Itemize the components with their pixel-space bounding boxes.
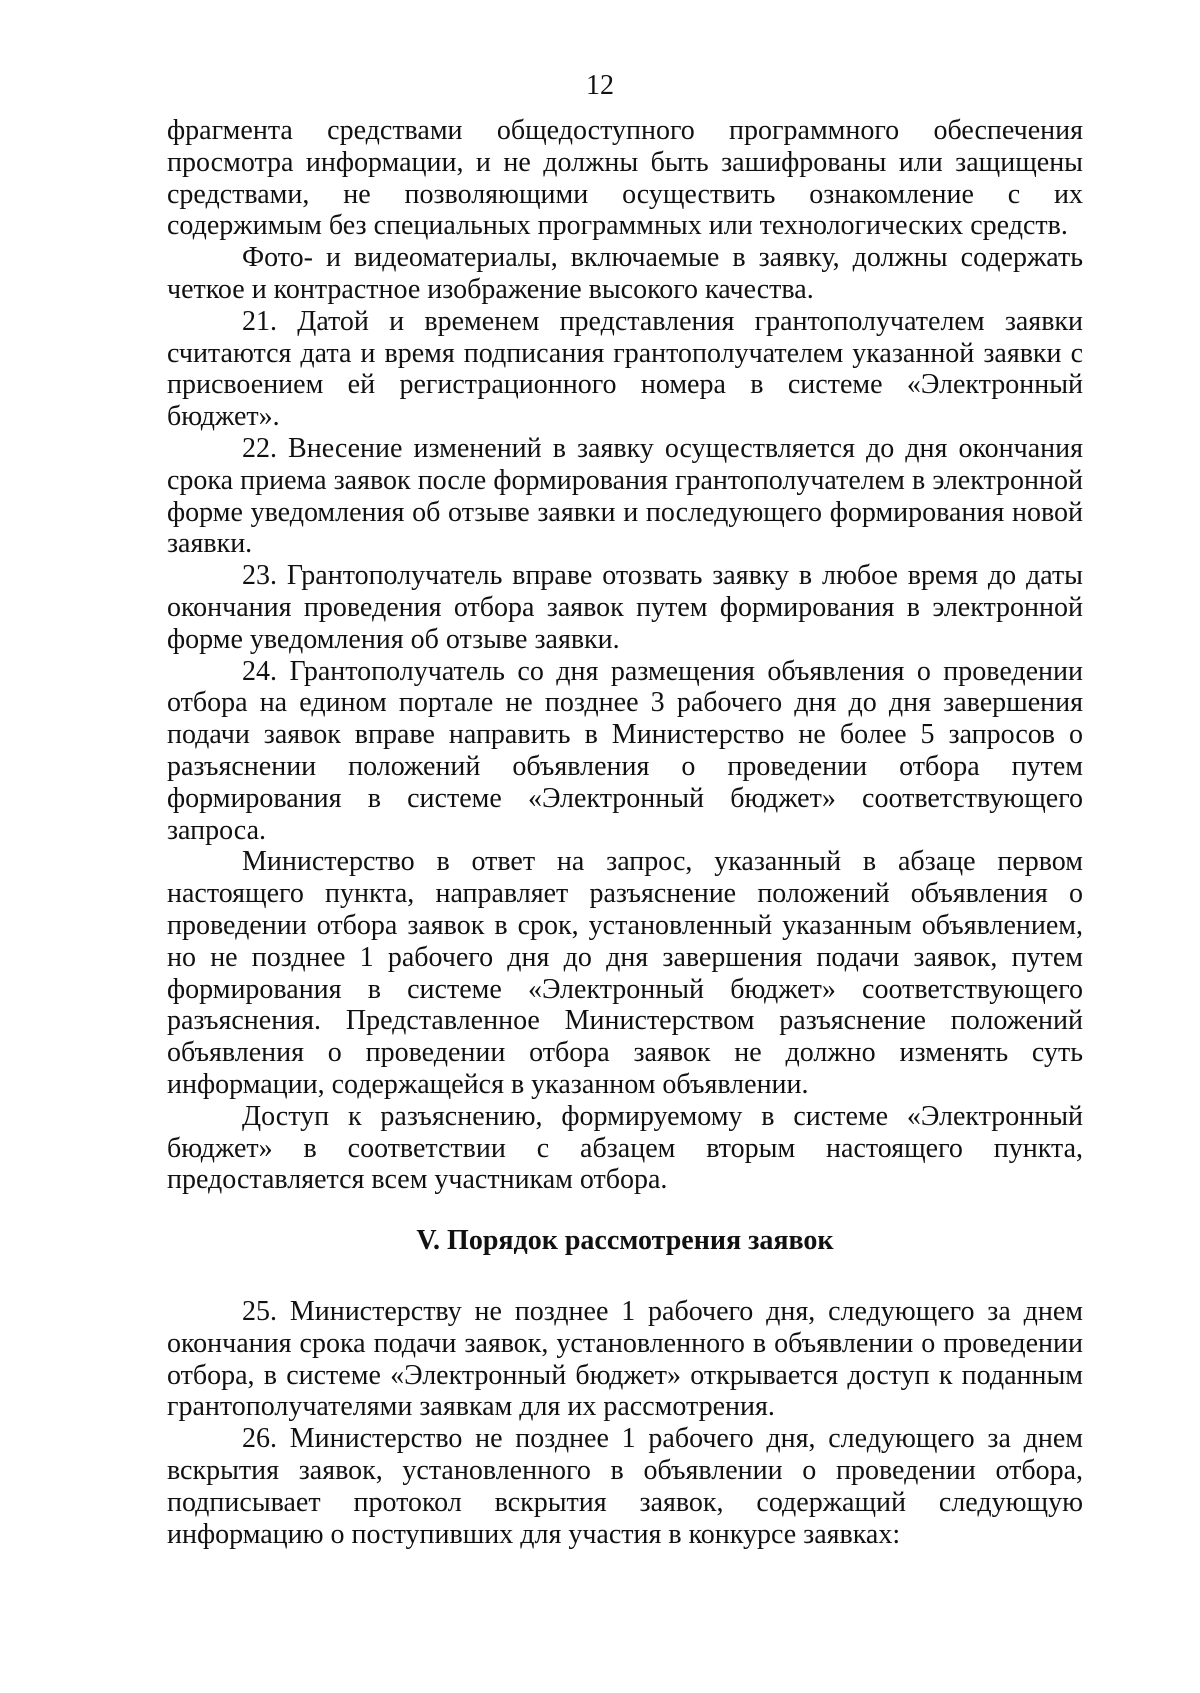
paragraph: 26. Министерство не позднее 1 рабочего дня, следующего за днем вскрытия заявок, установленного в объявлении о проведении отбора, подписывает протокол вскрытия заявок, содержащий следующую информацию о поступивших для участия в конкурсе заявках: [167,1423,1083,1550]
paragraphs-after-section [167,1296,1083,1550]
paragraph: 22. Внесение изменений в заявку осуществляется до дня окончания срока приема заявок после формирования грантополучателем в электронной форме уведомления об отзыве заявки и последующего формирования новой заявки. [167,432,1083,560]
paragraph: 25. Министерству не позднее 1 рабочего дня, следующего за днем окончания срока подачи заявок, установленного в объявлении о проведении отбора, в системе «Электронный бюджет» открывается доступ к поданным грантополучателями заявкам для их рассмотрения. [167,1296,1083,1423]
section-heading: V. Порядок рассмотрения заявок [416,1225,834,1257]
paragraph: 23. Грантополучатель вправе отозвать заявку в любое время до даты окончания проведения отбора заявок путем формирования в электронной форме уведомления об отзыве заявки. [167,560,1083,655]
paragraph: Фото- и видеоматериалы, включаемые в заявку, должны содержать четкое и контрастное изображение высокого качества. [167,242,1083,305]
page-number: 12 [586,70,614,101]
paragraph: Доступ к разъяснению, формируемому в системе «Электронный бюджет» в соответствии с абзацем вторым настоящего пункта, предоставляется всем участникам отбора. [167,1100,1083,1196]
paragraph: фрагмента средствами общедоступного программного обеспечения просмотра информации, и не должны быть зашифрованы или защищены средствами, не позволяющими осуществить ознакомление с их содержимым без специальных программных или технологических средств. [167,115,1083,242]
paragraph: 24. Грантополучатель со дня размещения объявления о проведении отбора на едином портале не позднее 3 рабочего дня до дня завершения подачи заявок вправе направить в Министерство не более 5 запросов о разъяснении положений объявления о проведении отбора путем формирования в системе «Электронный бюджет» соответствующего запроса. [167,655,1083,846]
paragraphs-before-section [167,115,1083,1196]
document-body [167,115,1083,1550]
paragraph: Министерство в ответ на запрос, указанный в абзаце первом настоящего пункта, направляет разъяснение положений объявления о проведении отбора заявок в срок, установленный указанным объявлением, но не позднее 1 рабочего дня до дня завершения подачи заявок, путем формирования в системе «Электронный бюджет» соответствующего разъяснения. Представленное Министерством разъяснение положений объявления о проведении отбора заявок не должно изменять суть информации, содержащейся в указанном объявлении. [167,846,1083,1100]
paragraph: 21. Датой и временем представления грантополучателем заявки считаются дата и время подписания грантополучателем указанной заявки с присвоением ей регистрационного номера в системе «Электронный бюджет». [167,305,1083,433]
